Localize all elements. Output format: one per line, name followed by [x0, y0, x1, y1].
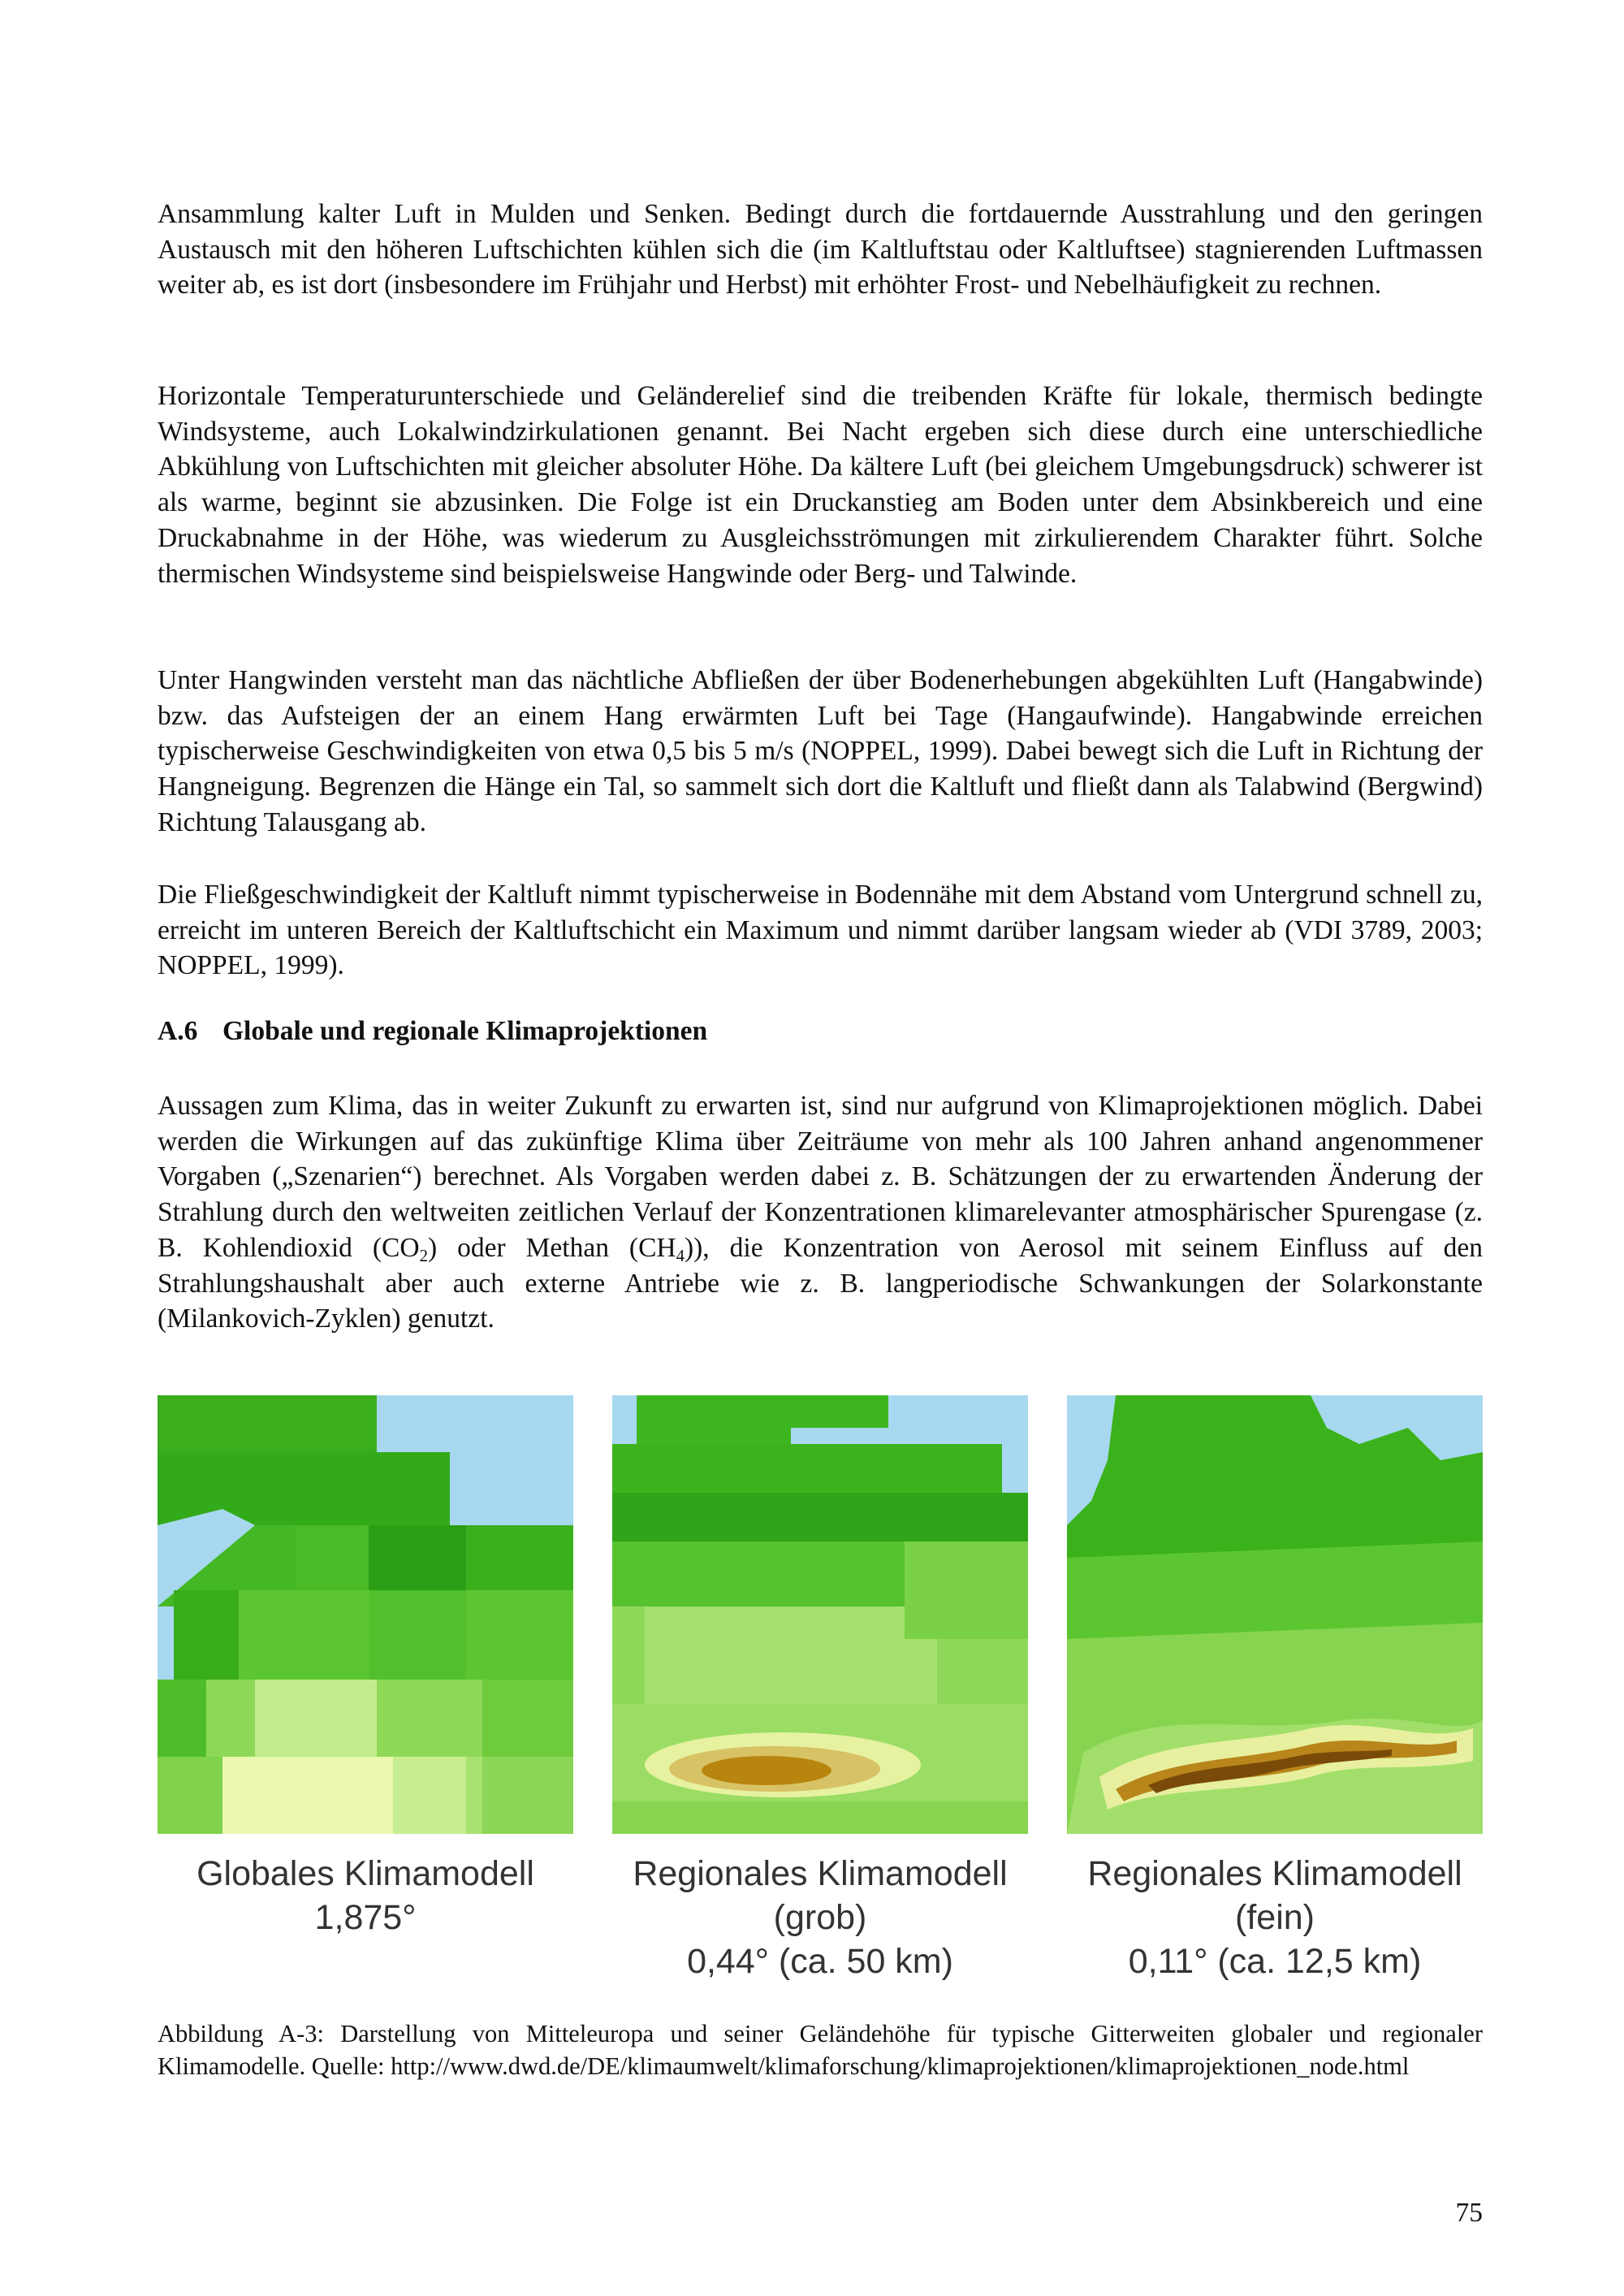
- figure-caption: Abbildung A-3: Darstellung von Mitteleuropa und seiner Geländehöhe für typische Gitterweiten globaler und regionaler Klimamodelle. Quelle: http://www.dwd.de/DE/klimaumwelt/klimaforschung/klimaprojektionen/klimaprojektionen_node.html: [158, 2020, 1483, 2080]
- section-heading: [158, 1016, 707, 1047]
- map-regional-fine: [1067, 1395, 1483, 1834]
- paragraph-flow-speed: Die Fließgeschwindigkeit der Kaltluft nimmt typischerweise in Bodennähe mit dem Abstand vom Untergrund schnell zu, erreicht im unteren Bereich der Kaltluftschicht ein Maximum und nimmt darüber langsam wieder ab (VDI 3789, 2003; NOPPEL, 1999).: [158, 880, 1483, 981]
- global-grid-map: [158, 1395, 573, 1834]
- regional-fine-map: [1067, 1395, 1483, 1834]
- section-number: A.6: [158, 1016, 198, 1046]
- page-number: 75: [1455, 2198, 1483, 2228]
- section-title: Globale und regionale Klimaprojektionen: [222, 1016, 708, 1046]
- paragraph-projections: Aussagen zum Klima, das in weiter Zukunft zu erwarten ist, sind nur aufgrund von Klimaprojektionen möglich. Dabei werden die Wirkungen auf das zukünftige Klima über Zeiträume von mehr als 100 Jahren anhand angenommener Vorgaben („Szenarien“) berechnet. Als Vorgaben werden dabei z. B. Schätzungen der zu erwartenden Änderung der Strahlung durch den weltweiten zeitlichen Verlauf der Konzentrationen klimarelevanter atmosphärischer Spurengase (z. B. Kohlendioxid $(CO_2)$ oder Methan $(CH_4)$), die Konzentration von Aerosol mit seinem Einfluss auf den Strahlungshaushalt aber auch externe Antriebe wie z. B. langperiodische Schwankungen der Solarkonstante (Milankovich-Zyklen) genutzt.: [158, 1091, 1483, 1334]
- map-global-model: [158, 1395, 573, 1834]
- paragraph-cold-air: Ansammlung kalter Luft in Mulden und Senken. Bedingt durch die fortdauernde Ausstrahlung und den geringen Austausch mit den höheren Luftschichten kühlen sich die (im Kaltluftstau oder Kaltluftsee) stagnierenden Luftmassen weiter ab, es ist dort (insbesondere im Frühjahr und Herbst) mit erhöhter Frost- und Nebelhäufigkeit zu rechnen.: [158, 199, 1483, 301]
- regional-coarse-map: [612, 1395, 1028, 1834]
- panel-label-regional-coarse: Regionales Klimamodell (grob) 0,44° (ca. 50 km): [633, 1854, 1008, 1981]
- map-regional-coarse: [612, 1395, 1028, 1834]
- panel-label-global: Globales Klimamodell 1,875°: [197, 1854, 534, 1937]
- paragraph-wind-systems: Horizontale Temperaturunterschiede und Geländerelief sind die treibenden Kräfte für lokale, thermisch bedingte Windsysteme, auch Lokalwindzirkulationen genannt. Bei Nacht ergeben sich diese durch eine unterschiedliche Abkühlung von Luftschichten mit gleicher absoluter Höhe. Da kältere Luft (bei gleichem Umgebungsdruck) schwerer ist als warme, beginnt sie abzusinken. Die Folge ist ein Druckanstieg am Boden unter dem Absinkbereich und eine Druckabnahme in der Höhe, was wiederum zu Ausgleichsströmungen mit zirkulierendem Charakter führt. Solche thermischen Windsysteme sind beispielsweise Hangwinde oder Berg- und Talwinde.: [158, 381, 1483, 589]
- panel-label-regional-fine: Regionales Klimamodell (fein) 0,11° (ca. 12,5 km): [1087, 1854, 1462, 1981]
- figure-climate-models: [158, 1395, 1483, 2013]
- paragraph-slope-winds: Unter Hangwinden versteht man das nächtliche Abfließen der über Bodenerhebungen abgekühlten Luft (Hangabwinde) bzw. das Aufsteigen der an einem Hang erwärmten Luft bei Tage (Hangaufwinde). Hangabwinde erreichen typischerweise Geschwindigkeiten von etwa 0,5 bis 5 m/s (NOPPEL, 1999). Dabei bewegt sich die Luft in Richtung der Hangneigung. Begrenzen die Hänge ein Tal, so sammelt sich dort die Kaltluft und fließt dann als Talabwind (Bergwind) Richtung Talausgang ab.: [158, 665, 1483, 837]
